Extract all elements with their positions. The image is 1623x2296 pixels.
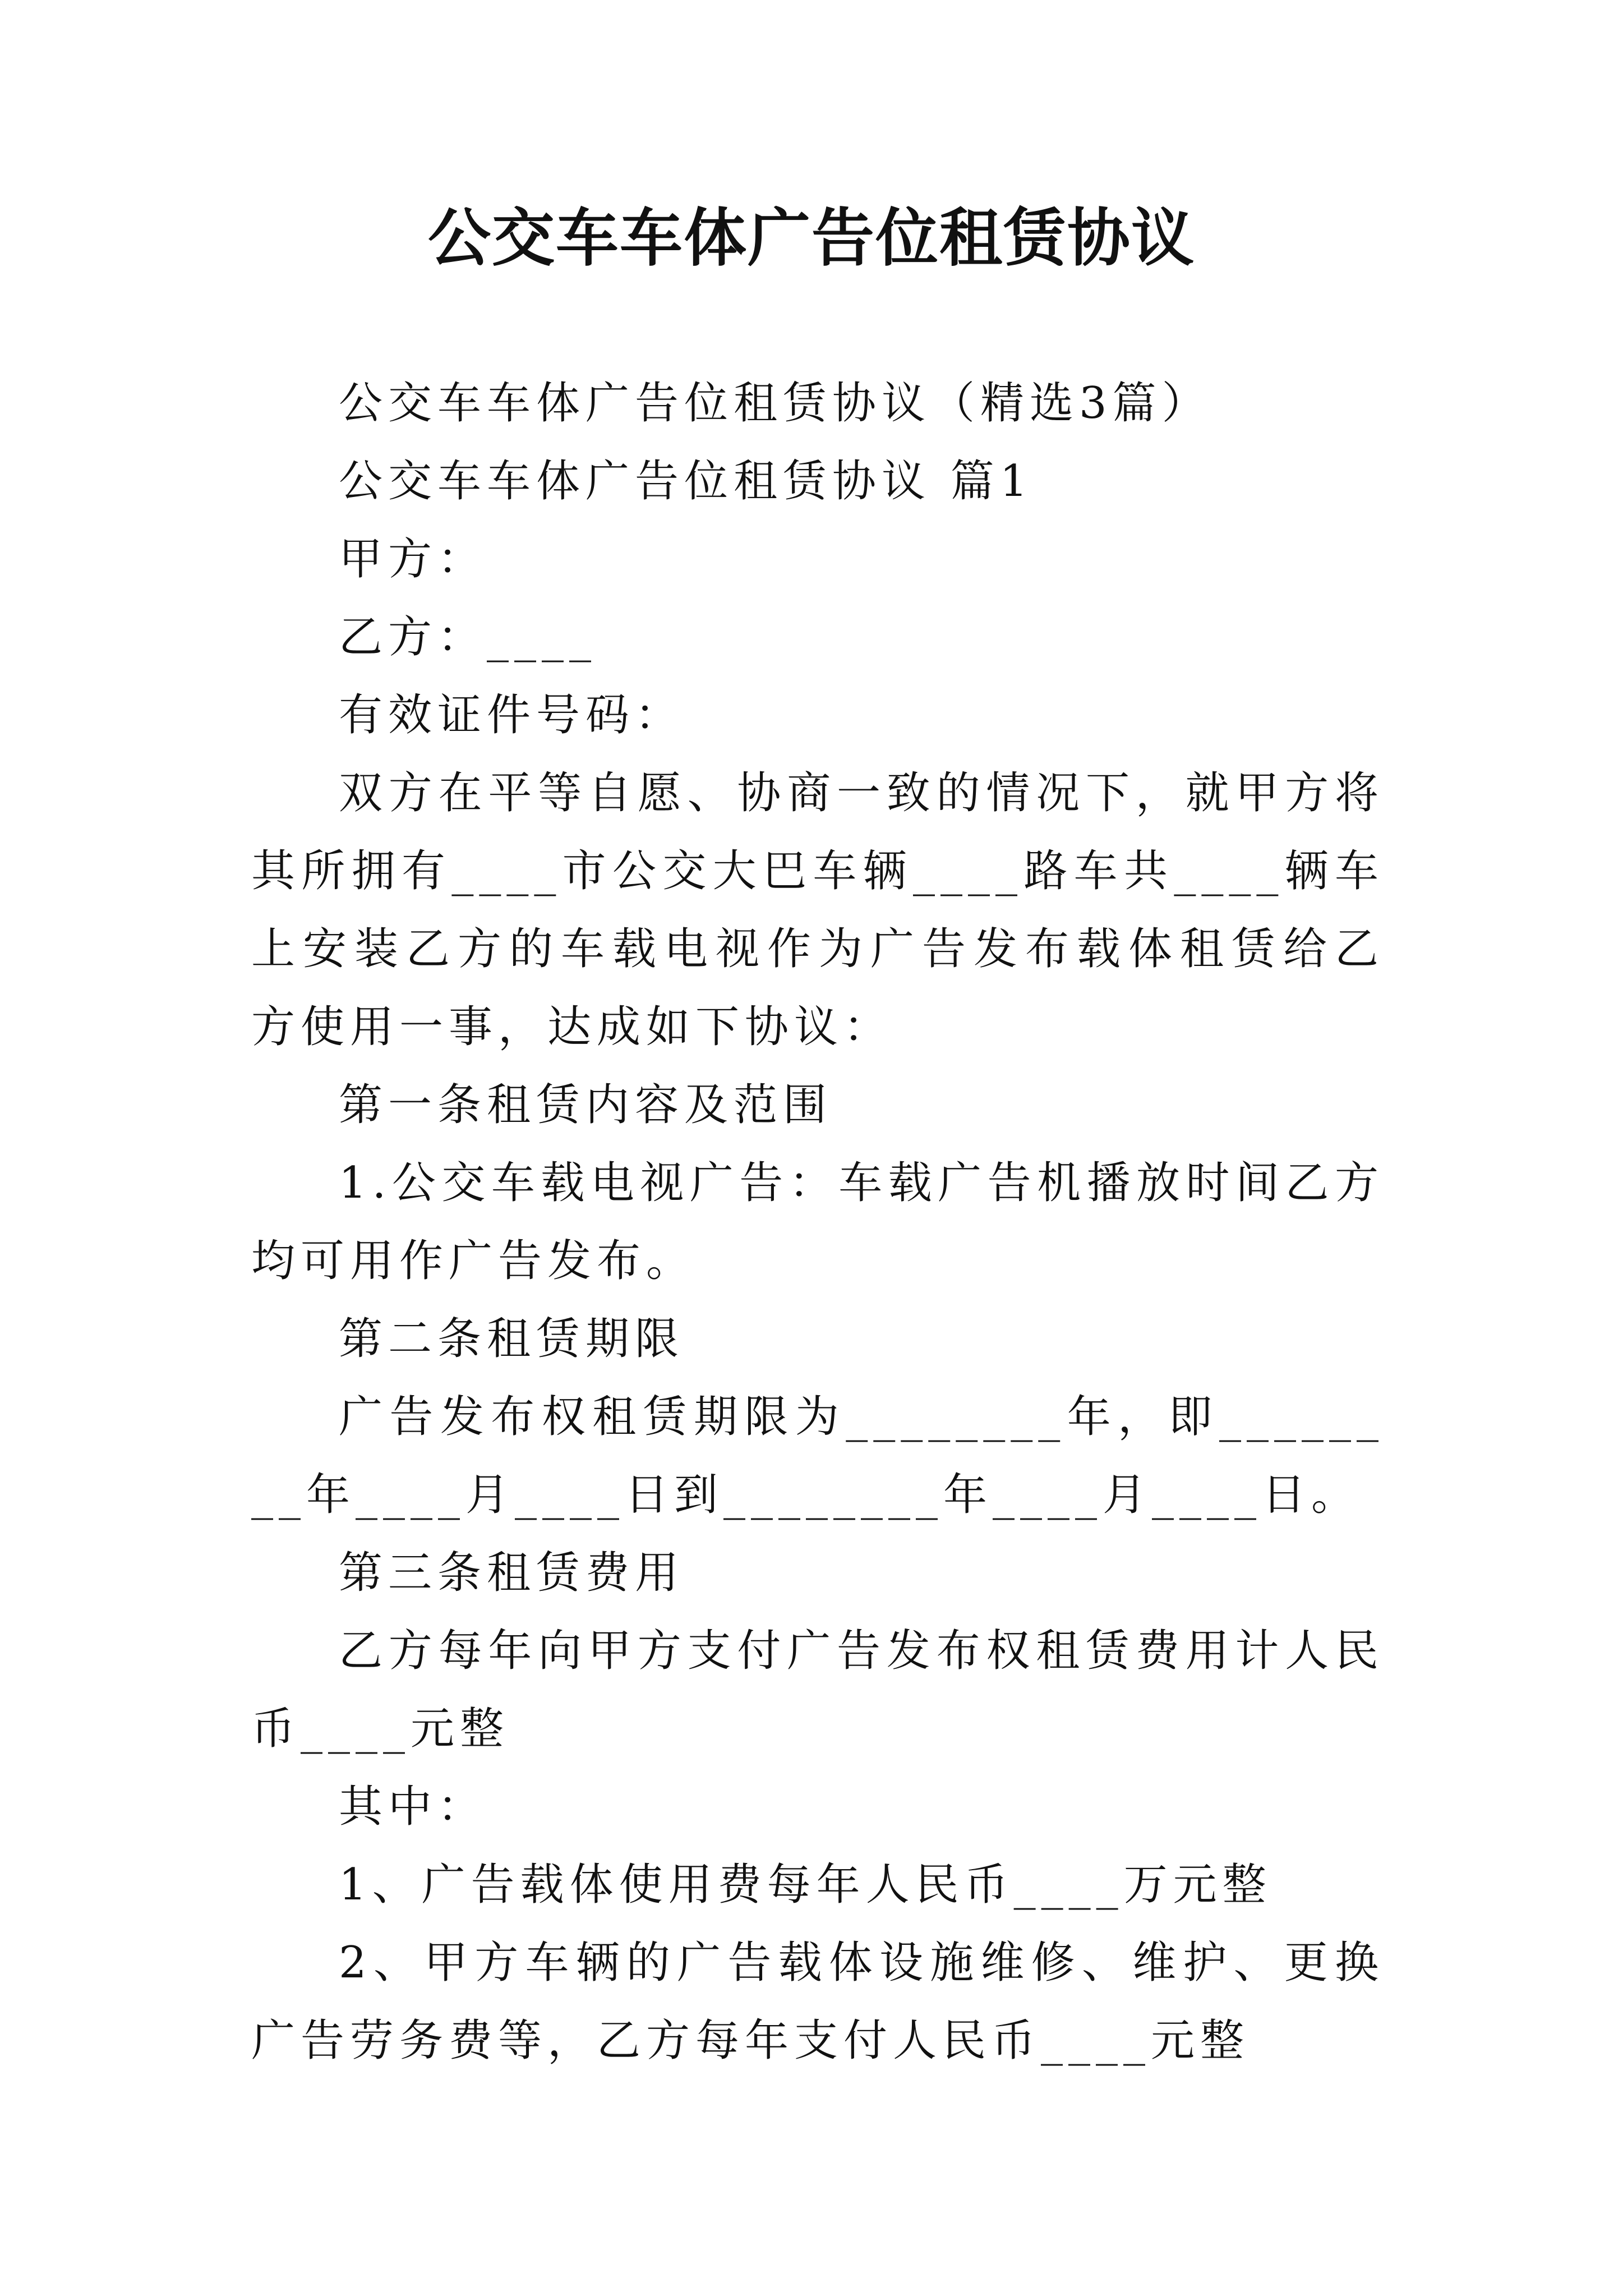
paragraph-text: 第二条租赁期限 [339,1314,685,1364]
paragraph-fee-item-1 [251,1846,1384,1924]
paragraph-text: 公交车车体广告位租赁协议 篇1 [339,456,1034,507]
paragraph-text: 乙方：____ [339,612,597,662]
paragraph-article-2-heading [251,1300,1384,1378]
document-title: 公交车车体广告位租赁协议 [428,201,1195,275]
paragraph-text: 公交车车体广告位租赁协议（精选3篇） [339,378,1211,429]
paragraph-text: 有效证件号码： [339,690,685,740]
paragraph-section-heading [251,443,1384,521]
paragraph-text: 广告发布权租赁期限为________年，即________年____月____日到________年____月____日。 [251,1392,1384,1520]
paragraph-fee-item-2 [251,1924,1384,2080]
document-body [251,365,1384,2080]
paragraph-party-a [251,521,1384,599]
paragraph-article-1-item [251,1144,1384,1300]
paragraph-among-which [251,1768,1384,1846]
paragraph-text: 1、广告载体使用费每年人民币____万元整 [339,1860,1272,1910]
paragraph-article-2-term [251,1378,1384,1534]
paragraph-text: 第一条租赁内容及范围 [339,1080,833,1130]
paragraph-text: 乙方每年向甲方支付广告发布权租赁费用计人民币____元整 [251,1626,1384,1754]
paragraph-text: 双方在平等自愿、协商一致的情况下，就甲方将其所拥有____市公交大巴车辆____路车共____辆车上安装乙方的车载电视作为广告发布载体租赁给乙方使用一事，达成如下协议： [251,768,1384,1052]
paragraph-article-3-heading [251,1534,1384,1612]
paragraph-article-3-fee [251,1612,1384,1768]
paragraph-text: 其中： [339,1782,487,1832]
paragraph-preamble [251,754,1384,1066]
paragraph-article-1-heading [251,1066,1384,1144]
paragraph-party-b [251,599,1384,677]
paragraph-id-number [251,677,1384,754]
paragraph-text: 甲方： [339,534,487,585]
paragraph-text: 1.公交车载电视广告：车载广告机播放时间乙方均可用作广告发布。 [251,1158,1384,1286]
paragraph-subtitle [251,365,1384,443]
paragraph-text: 第三条租赁费用 [339,1548,685,1598]
paragraph-text: 2、甲方车辆的广告载体设施维修、维护、更换广告劳务费等，乙方每年支付人民币____元整 [251,1938,1384,2066]
